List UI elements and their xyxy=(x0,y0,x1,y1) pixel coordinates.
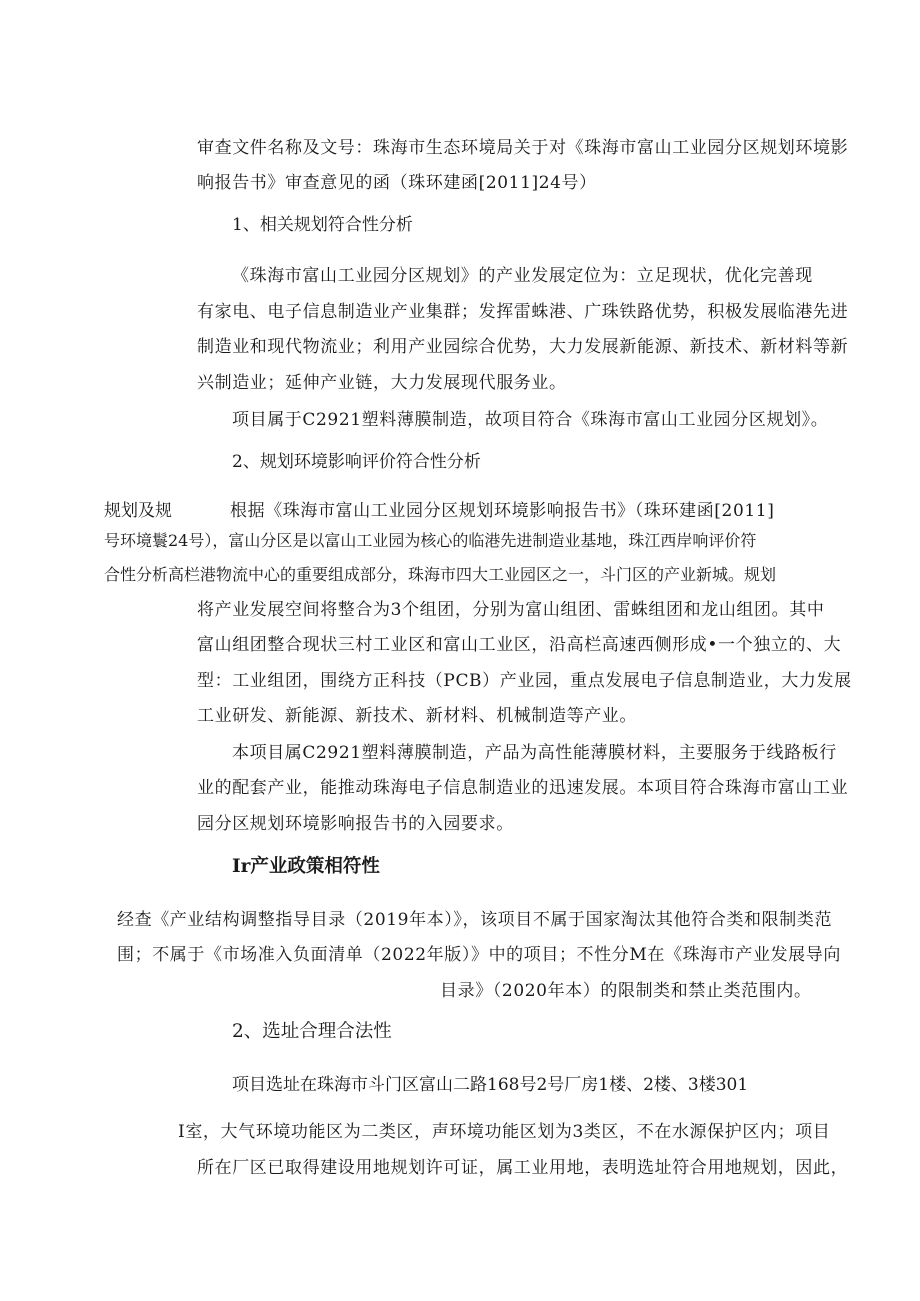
section-3-line: 经查《产业结构调整指导目录（2019年本）》，该项目不属于国家淘汰其他符合类和限制类范 xyxy=(117,910,833,930)
section-2-heading: 2、规划环境影响评价符合性分析 xyxy=(232,452,481,472)
section-1-para-line: 有家电、电子信息制造业产业集群；发挥雷蛛港、广珠铁路优势，积极发展临港先进 xyxy=(197,302,849,322)
section-4-line: 项目选址在珠海市斗门区富山二路168号2号厂房1楼、2楼、3楼301 xyxy=(232,1075,749,1095)
section-2-para-line: 工业研发、新能源、新技术、新材料、机械制造等产业。 xyxy=(197,706,637,726)
section-4-line: I室，大气环境功能区为二类区，声环境功能区划为3类区，不在水源保护区内；项目 xyxy=(178,1122,831,1142)
section-3-line: 目录》（2020年本）的限制类和禁止类范围内。 xyxy=(440,981,812,1001)
section-1-heading: 1、相关规划符合性分析 xyxy=(232,215,413,235)
section-1-conclusion: 项目属于C2921塑料薄膜制造，故项目符合《珠海市富山工业园分区规划》。 xyxy=(232,410,829,430)
section-2-para2-line: 业的配套产业，能推动珠海电子信息制造业的迅速发展。本项目符合珠海市富山工业 xyxy=(197,778,849,798)
side-label: 规划及规 xyxy=(104,501,172,521)
section-1-para-line: 《珠海市富山工业园分区规划》的产业发展定位为：立足现状，优化完善现 xyxy=(232,266,813,286)
section-3-heading: Ir产业政策相符性 xyxy=(232,856,380,877)
review-title-line-2: 响报告书》审查意见的函（珠环建函[2011]24号） xyxy=(197,173,597,193)
section-2-para-line: 富山组团整合现状三村工业区和富山工业区，沿高栏高速西侧形成•一个独立的、大 xyxy=(197,635,842,655)
review-title-line-1: 审查文件名称及文号：珠海市生态环境局关于对《珠海市富山工业园分区规划环境影 xyxy=(197,138,849,158)
section-4-line: 所在厂区已取得建设用地规划许可证，属工业用地，表明选址符合用地规划，因此， xyxy=(197,1158,849,1178)
section-2-para-line: 合性分析高栏港物流中心的重要组成部分，珠海市四大工业园区之一，斗门区的产业新城。规划 xyxy=(104,565,777,584)
section-2-para2-line: 本项目属C2921塑料薄膜制造，产品为高性能薄膜材料，主要服务于线路板行 xyxy=(232,743,837,763)
section-4-heading: 2、选址合理合法性 xyxy=(232,1021,392,1042)
section-1-para-line: 制造业和现代物流业；利用产业园综合优势，大力发展新能源、新技术、新材料等新 xyxy=(197,337,849,357)
section-2-para-line: 根据《珠海市富山工业园分区规划环境影响报告书》（珠环建函[2011] xyxy=(230,501,775,521)
section-1-para-line: 兴制造业；延伸产业链，大力发展现代服务业。 xyxy=(197,373,567,393)
section-2-para-line: 型：工业组团，围绕方正科技（PCB）产业园，重点发展电子信息制造业，大力发展 xyxy=(197,671,852,691)
section-2-para-line: 将产业发展空间将整合为3个组团，分别为富山组团、雷蛛组团和龙山组团。其中 xyxy=(197,600,825,620)
section-3-line: 围；不属于《市场准入负面清单（2022年版）》中的项目；不性分M在《珠海市产业发展导向 xyxy=(117,945,841,965)
section-2-para2-line: 园分区规划环境影响报告书的入园要求。 xyxy=(197,814,514,834)
section-2-para-line: 号环境鬟24号），富山分区是以富山工业园为核心的临港先进制造业基地，珠江西岸响评价符 xyxy=(104,531,757,550)
